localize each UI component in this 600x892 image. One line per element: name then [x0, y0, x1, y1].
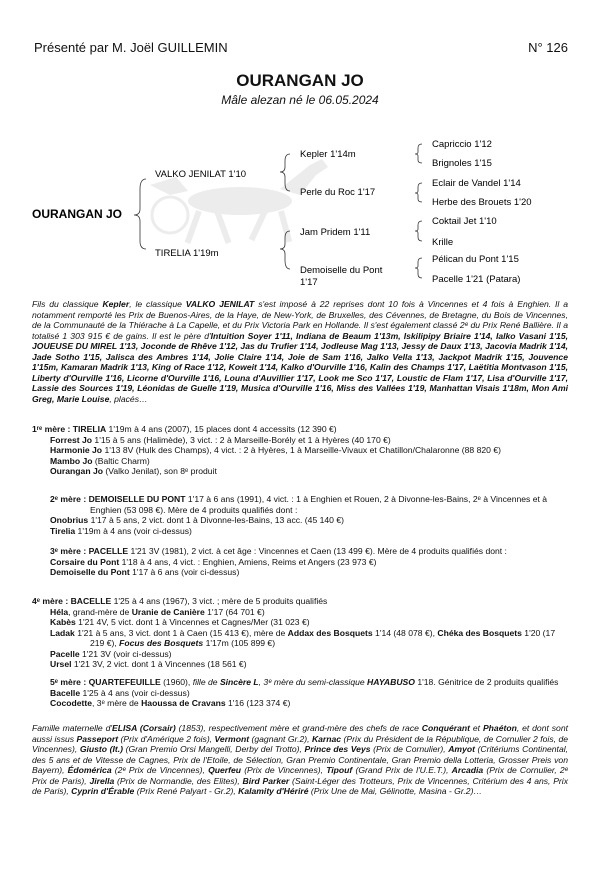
pedigree-dds: Pélican du Pont 1'15: [432, 254, 519, 265]
fifth-dam-section: 5ᵉ mère : QUARTEFEUILLE (1960), fille de Sincère L, 3ᵉ mère du semi-classique HAYABUSO 1'18. Génitrice de 2 produits qualifiés Bacelle 1'25 à 4 ans (voir ci-dessus) Cocodette, 3ᵉ mère de Haoussa de Cravans 1'16 (123 374 €): [50, 677, 559, 709]
third-dam-section: 3ᵉ mère : PACELLE 1'21 3V (1981), 2 vict. à cet âge : Vincennes et Caen (13 499 €). Mère de 4 produits qualifiés dont : Corsaire du Pont 1'18 à 4 ans, 4 vict. : Enghien, Amiens, Reims et Angers (23 973 €) Demoiselle du Pont 1'17 à 6 ans (voir ci-dessus): [50, 546, 507, 578]
pedigree-dsd: Krille: [432, 237, 454, 248]
lot-number: N° 126: [528, 40, 568, 55]
pedigree-sds: Eclair de Vandel 1'14: [432, 178, 521, 189]
horse-description: Mâle alezan né le 06.05.2024: [221, 93, 379, 107]
fourth-dam-section: 4ᵉ mère : BACELLE 1'25 à 4 ans (1967), 3 vict. ; mère de 5 produits qualifiés Héla, grand-mère de Uranie de Canière 1'17 (64 701 €) Kabès 1'21 4V, 5 vict. dont 1 à Vincennes et Cagnes/Mer (31 023 €) Ladak 1'21 à 5 ans, 3 vict. dont 1 à Caen (15 413 €), mère de Addax des Bosquets 1'14 (48 078 €), Chéka des Bosquets 1'20 (17 219 €), Focus des Bosquets 1'17m (105 899 €) Pacelle 1'21 3V (voir ci-dessus) Ursel 1'21 3V, 2 vict. dont 1 à Vincennes (18 561 €): [32, 596, 556, 670]
pedigree-sire: VALKO JENILAT 1'10: [155, 169, 247, 180]
pedigree-dss: Coktail Jet 1'10: [432, 216, 497, 227]
pedigree-ssd: Brignoles 1'15: [432, 158, 492, 169]
pedigree-chart: [0, 125, 600, 295]
pedigree-sss: Capriccio 1'12: [432, 139, 492, 150]
pedigree-sire-sire: Kepler 1'14m: [300, 149, 356, 160]
pedigree-subject: OURANGAN JO: [32, 207, 123, 221]
sire-paragraph: Fils du classique Kepler, le classique VALKO JENILAT s'est imposé à 22 reprises dont 10 fois à Vincennes et 4 fois à Enghien. Il a notamment remporté les Prix de Buenos-Aires, de la Haye, de New-York, de Bruxelles, des Cévennes, de Bretagne, du Bois de Vincennes, de la Communauté de la Thiérache à La Capelle, et du Prix Victoria Park en Hollande. Il s'est également classé 2ᵉ du Prix René Ballière. Il a totalisé 1 303 915 € de gains. Il est le père d'Intuition Soyer 1'11, Indiana de Beaum 1'13m, Iskilipipy Briaire 1'14, Ialko Vasani 1'15, JOUEUSE DU MIREL 1'13, Joconde de Rhêve 1'12, Jas du Trufier 1'14, Jodleuse Mag 1'13, Jessy de Daux 1'13, Jacovia Madrik 1'14, Jade Sotho 1'15, Jalisca des Ambres 1'14, Jolie Claire 1'14, Joie de Sam 1'16, Jalko Vella 1'13, Jackpot Madrik 1'15, Jouvence 1'15m, Kamaran Madrik 1'13, King of Race 1'12, Koweit 1'14, Kalko d'Ourville 1'16, Kalin des Champs 1'17, Laëtitia Montvason 1'15, Liberty d'Ourville 1'16, Licorne d'Ourville 1'16, Louna d'Auvillier 1'17, Look me Sco 1'17, Loustic de Flam 1'17, Lisa d'Ourville 1'17, Lassie des Sources 1'19, Léonidas de Guelle 1'19, Musica d'Ourville 1'16, Miss des Vallées 1'19, Manhattan Visais 1'18m, Mon Ami Greg, Marie Louise, placés…: [32, 299, 568, 404]
pedigree-sdd: Herbe des Brouets 1'20: [432, 197, 532, 208]
first-dam-section: 1ʳᵉ mère : TIRELIA 1'19m à 4 ans (2007), 15 places dont 4 accessits (12 390 €) Forrest Jo 1'15 à 5 ans (Halimède), 3 vict. : 2 à Marseille-Borély et 1 à Hyères (40 170 €) Harmonie Jo 1'13 8V (Hulk des Champs), 4 vict. : 2 à Hyères, 1 à Marseille-Vivaux et Chatillon/Chalaronne (88 820 €) Mambo Jo (Baltic Charm) Ourangan Jo (Valko Jenilat), son 8ᵉ produit: [32, 424, 501, 477]
second-dam-section: 2ᵉ mère : DEMOISELLE DU PONT 1'17 à 6 ans (1991), 4 vict. : 1 à Enghien et Rouen, 2 à Divonne-les-Bains, 2ᵉ à Vincennes et à Enghien (53 098 €). Mère de 4 produits qualifiés dont : Onobrius 1'17 à 5 ans, 2 vict. dont 1 à Divonne-les-Bains, 13 acc. (45 140 €) Tirelia 1'19m à 4 ans (voir ci-dessus): [50, 494, 548, 536]
pedigree-dam: TIRELIA 1'19m: [155, 248, 219, 259]
pedigree-dam-sire: Jam Pridem 1'11: [300, 227, 371, 238]
pedigree-ddd: Pacelle 1'21 (Patara): [432, 274, 521, 285]
pedigree-sire-dam: Perle du Roc 1'17: [300, 187, 376, 198]
family-paragraph: Famille maternelle d'ELISA (Corsair) (1853), respectivement mère et grand-mère des chefs de race Conquérant et Phaéton, et dont sont aussi issus Passeport (Prix d'Amérique 2 fois), Vermont (gagnant Gr.2), Karnac (Prix du Président de la République, de Cornulier 2 fois, de Vincennes), Giusto (It.) (Gran Premio Orsi Mangelli, Derby del Trotto), Prince des Veys (Prix de Cornulier), Amyot (Critériums Continental, des 5 ans et de Vitesse de Cagnes, Prix de l'Etoile, de Sélection, Gran Premio Continentale, Gran Premio della Lotteria, Grosser Preis von Bayern), Édomérica (2ᵉ Prix de Vincennes), Querfeu (Prix de Vincennes), Tipouf (Grand Prix de l'U.E.T.), Arcadia (Prix de Cornulier, 2ᵉ Prix de Paris), Jirella (Prix de Normandie, des Elites), Bird Parker (Saint-Léger des Trotteurs, Prix de Vincennes, Critérium des 4 ans, Prix de Paris), Cyprin d'Érable (Prix René Palyart - Gr.2), Kalamity d'Hériré (Prix Une de Mai, Gélinotte, Masina - Gr.2)…: [32, 723, 569, 797]
pedigree-dam-dam-line2: 1'17: [300, 277, 318, 288]
presenter-text: Présenté par M. Joël GUILLEMIN: [34, 40, 228, 55]
horse-name-title: OURANGAN JO: [236, 71, 364, 90]
pedigree-dam-dam-line1: Demoiselle du Pont: [300, 265, 383, 276]
